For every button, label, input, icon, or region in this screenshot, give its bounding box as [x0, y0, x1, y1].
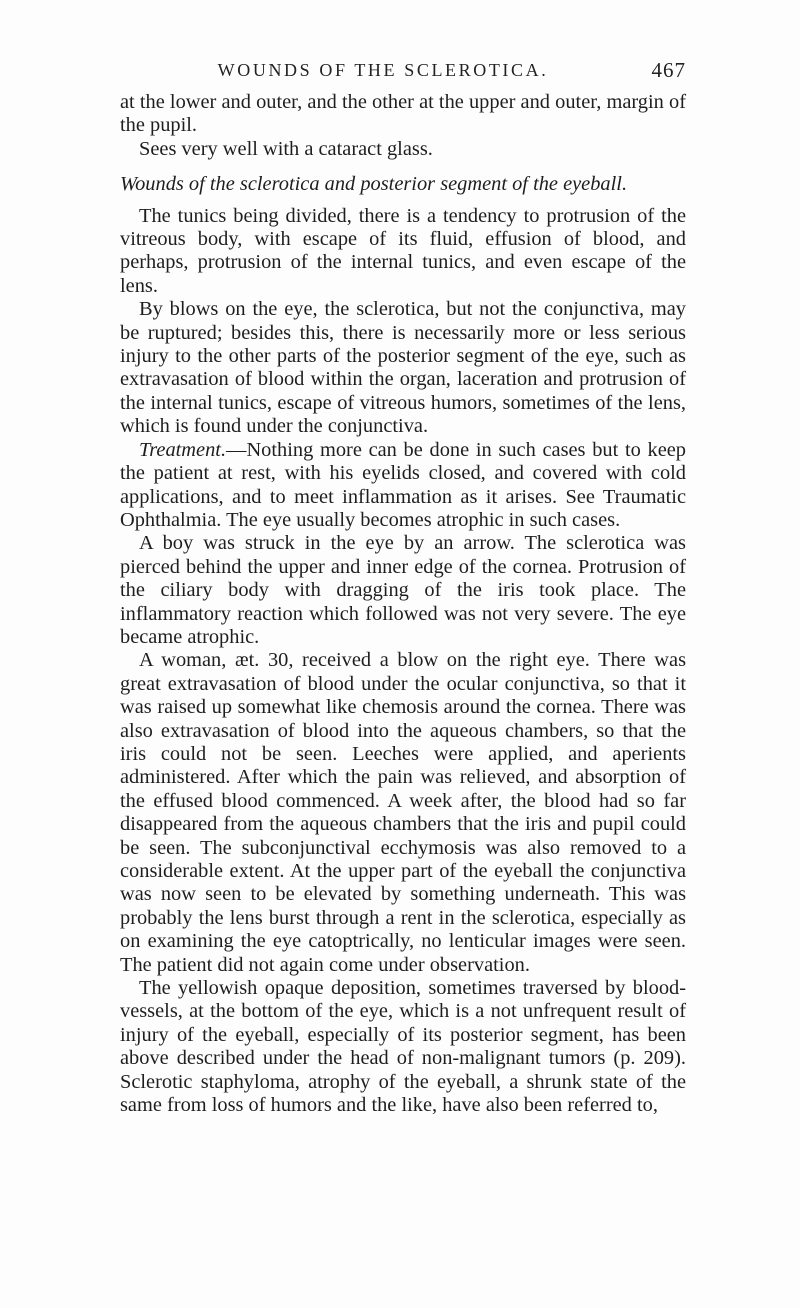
treatment-label: Treatment.: [139, 438, 227, 461]
paragraph: A woman, æt. 30, received a blow on the right eye. There was great extravasation of blood under the ocular conjunctiva, so that it was raised up somewhat like chemosis around the cornea. There was also extravasation of blood into the aqueous chambers, so that the iris could not be seen. Leeches were applied, and aperients administered. After which the pain was relieved, and absorption of the effused blood commenced. A week after, the blood had so far disappeared from the aqueous chambers that the iris and pupil could be seen. The subconjunctival ecchymosis was also removed to a considerable extent. At the upper part of the eyeball the conjunctiva was now seen to be elevated by something underneath. This was probably the lens burst through a rent in the sclerotica, especially as on examining the eye catoptrically, no lenticular images were seen. The patient did not again come under observation.: [120, 649, 686, 976]
paragraph: at the lower and outer, and the other at the upper and outer, margin of the pupil.: [120, 91, 686, 137]
paragraph: A boy was struck in the eye by an arrow. The sclerotica was pierced behind the upper and inner edge of the cornea. Protrusion of the ciliary body with dragging of the iris took place. The inflammatory reaction which followed was not very severe. The eye became atrophic.: [120, 532, 686, 648]
paragraph: Sees very well with a cataract glass.: [139, 137, 433, 160]
section-heading: Wounds of the sclerotica and posterior segment of the eyeball.: [120, 173, 628, 196]
page-number: 467: [651, 58, 686, 82]
paragraph: The yellowish opaque deposition, sometimes traversed by blood-vessels, at the bottom of the eye, which is a not unfrequent result of injury of the eyeball, especially of its posterior segment, has been above described under the head of non-malignant tumors (p. 209). Sclerotic staphyloma, atrophy of the eyeball, a shrunk state of the same from loss of humors and the like, have also been referred to,: [120, 977, 686, 1117]
treatment-text: —Nothing more can be done in such cases but to keep the patient at rest, with his eyelids closed, and covered with cold applications, and to meet inflammation as it arises. See Traumatic Ophthalmia. The eye usually becomes atrophic in such cases.: [120, 438, 686, 531]
paragraph: By blows on the eye, the sclerotica, but not the conjunctiva, may be ruptured; besides this, there is necessarily more or less serious injury to the other parts of the posterior segment of the eye, such as extravasation of blood within the organ, laceration and protrusion of the internal tunics, escape of vitreous humors, sometimes of the lens, which is found under the conjunctiva.: [120, 298, 686, 438]
page-header: [120, 58, 686, 88]
paragraph: The tunics being divided, there is a tendency to protrusion of the vitreous body, with escape of its fluid, effusion of blood, and perhaps, protrusion of the internal tunics, and even escape of the lens.: [120, 204, 686, 297]
body-text: [120, 91, 686, 1117]
running-head: WOUNDS OF THE SCLEROTICA.: [217, 60, 549, 80]
paragraph: [120, 439, 686, 533]
